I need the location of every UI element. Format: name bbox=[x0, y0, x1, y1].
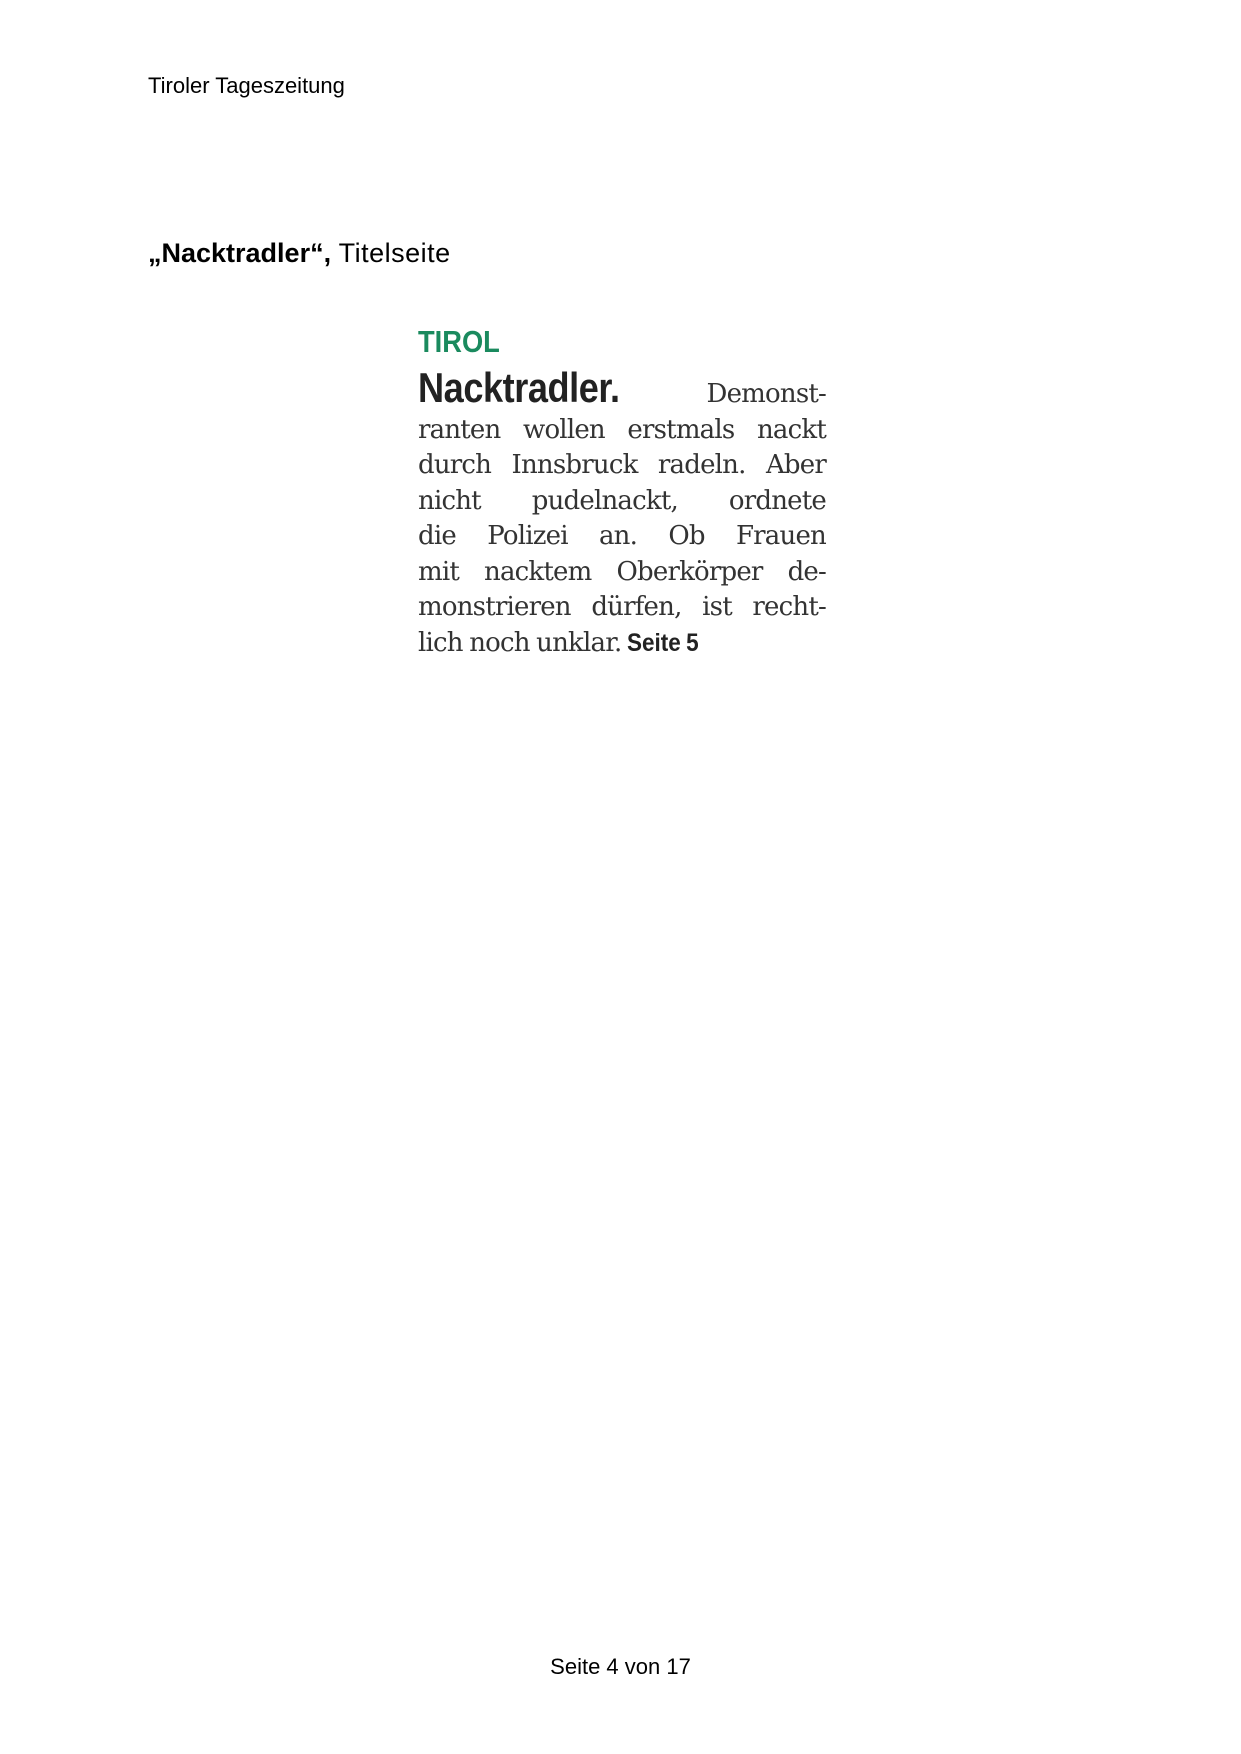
document-heading bbox=[148, 236, 451, 270]
clipping-line-2: ranten wollen erstmals nackt bbox=[418, 414, 826, 445]
clipping-headline: Nacktradler. bbox=[418, 364, 620, 411]
publication-name: Tiroler Tageszeitung bbox=[148, 73, 345, 98]
clipping-body bbox=[418, 364, 826, 661]
clipping-line-text: Demonst- bbox=[706, 379, 826, 409]
clipping-page-reference: Seite 5 bbox=[627, 628, 700, 657]
heading-location: Titelseite bbox=[338, 238, 451, 268]
clipping-line-text: lich noch unklar. bbox=[418, 627, 622, 658]
clipping-line-6: mit nacktem Oberkörper de- bbox=[418, 556, 826, 587]
clipping-line-4: nicht pudelnackt, ordnete bbox=[418, 485, 826, 516]
clipping-line-1 bbox=[418, 364, 826, 413]
newspaper-clipping bbox=[418, 322, 826, 661]
clipping-line-7: monstrieren dürfen, ist recht- bbox=[418, 592, 826, 622]
clipping-line-8 bbox=[418, 626, 826, 662]
page-number: Seite 4 von 17 bbox=[550, 1654, 691, 1679]
clipping-line-5: die Polizei an. Ob Frauen bbox=[418, 521, 826, 551]
clipping-line-3: durch Innsbruck radeln. Aber bbox=[418, 450, 826, 480]
heading-title: „Nacktradler“, bbox=[148, 238, 332, 268]
clipping-section-label: TIROL bbox=[418, 324, 500, 359]
